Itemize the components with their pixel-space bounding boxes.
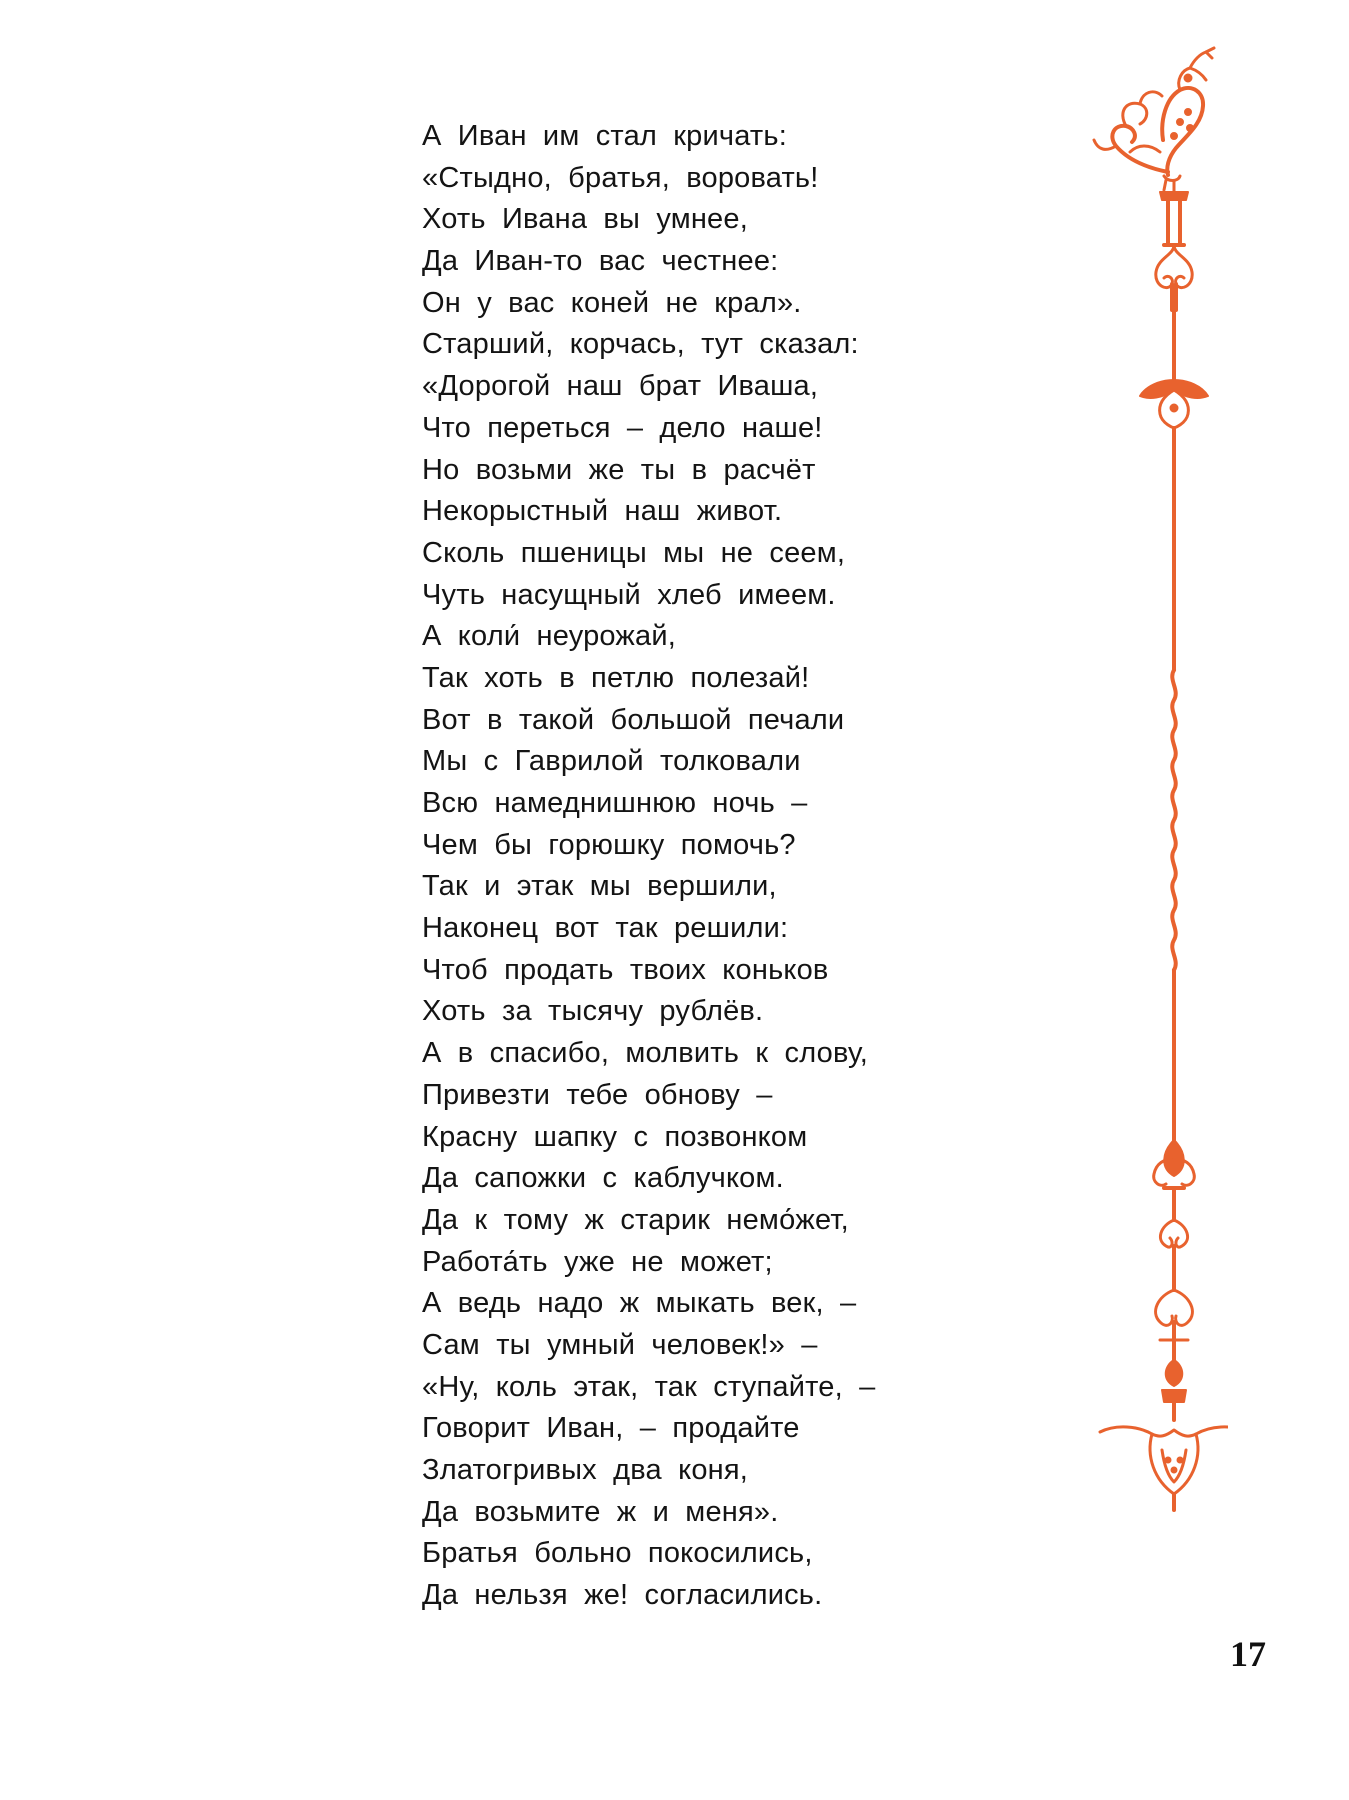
poem-line: Так и этак мы вершили, xyxy=(422,870,777,903)
poem-line: Вот в такой большой печали xyxy=(422,703,845,736)
poem-line: Говорит Иван, – продайте xyxy=(422,1412,800,1445)
poem-line: Что переться – дело наше! xyxy=(422,411,823,444)
poem-line: Сам ты умный человек!» – xyxy=(422,1328,818,1361)
poem-line: Хоть за тысячу рублёв. xyxy=(422,995,764,1028)
poem-line: «Ну, коль этак, так ступайте, – xyxy=(422,1370,876,1403)
poem-line: Наконец вот так решили: xyxy=(422,912,789,945)
poem-line: Старший, корчась, тут сказал: xyxy=(422,328,859,361)
poem-line: Но возьми же ты в расчёт xyxy=(422,453,816,486)
poem-line: Так хоть в петлю полезай! xyxy=(422,661,810,694)
poem-line: А ведь надо ж мыкать век, – xyxy=(422,1287,857,1320)
poem-line: Некорыстный наш живот. xyxy=(422,495,783,528)
poem-line: Златогривых два коня, xyxy=(422,1454,749,1486)
poem-line: Да возьмите ж и меня». xyxy=(422,1495,779,1528)
poem-line: Да к тому ж старик немо́жет, xyxy=(422,1203,849,1236)
poem-line: Работа́ть уже не может; xyxy=(422,1245,773,1278)
poem-line: «Стыдно, братья, воровать! xyxy=(422,161,819,194)
poem-line: Да нельзя же! согласились. xyxy=(422,1579,823,1612)
poem-line: Всю намеднишнюю ночь – xyxy=(422,787,808,819)
poem-line: А Иван им стал кричать: xyxy=(422,120,787,152)
poem-line: А коли́ неурожай, xyxy=(422,620,676,653)
poem-line: Он у вас коней не крал». xyxy=(422,286,802,319)
poem-line: Красну шапку с позвонком xyxy=(422,1120,808,1153)
poem-line: Да Иван-то вас честнее: xyxy=(422,245,779,278)
decorative-border xyxy=(1068,40,1228,1650)
poem-line: Мы с Гаврилой толковали xyxy=(422,745,801,778)
poem-line: Братья больно покосились, xyxy=(422,1537,813,1570)
poem-line: А в спасибо, молвить к слову, xyxy=(422,1037,868,1070)
firebird-icon xyxy=(1094,48,1214,192)
poem-line: Чуть насущный хлеб имеем. xyxy=(422,578,836,611)
poem-line: Сколь пшеницы мы не сеем, xyxy=(422,536,846,569)
poem-line: Да сапожки с каблучком. xyxy=(422,1162,784,1195)
poem-line: Чтоб продать твоих коньков xyxy=(422,953,829,986)
page-number: 17 xyxy=(1230,1634,1266,1674)
poem-line: «Дорогой наш брат Иваша, xyxy=(422,370,819,403)
poem-text xyxy=(422,116,982,1617)
poem-line: Чем бы горюшку помочь? xyxy=(422,828,796,861)
poem-line: Хоть Ивана вы умнее, xyxy=(422,203,748,236)
poem-line: Привезти тебе обнову – xyxy=(422,1078,773,1111)
